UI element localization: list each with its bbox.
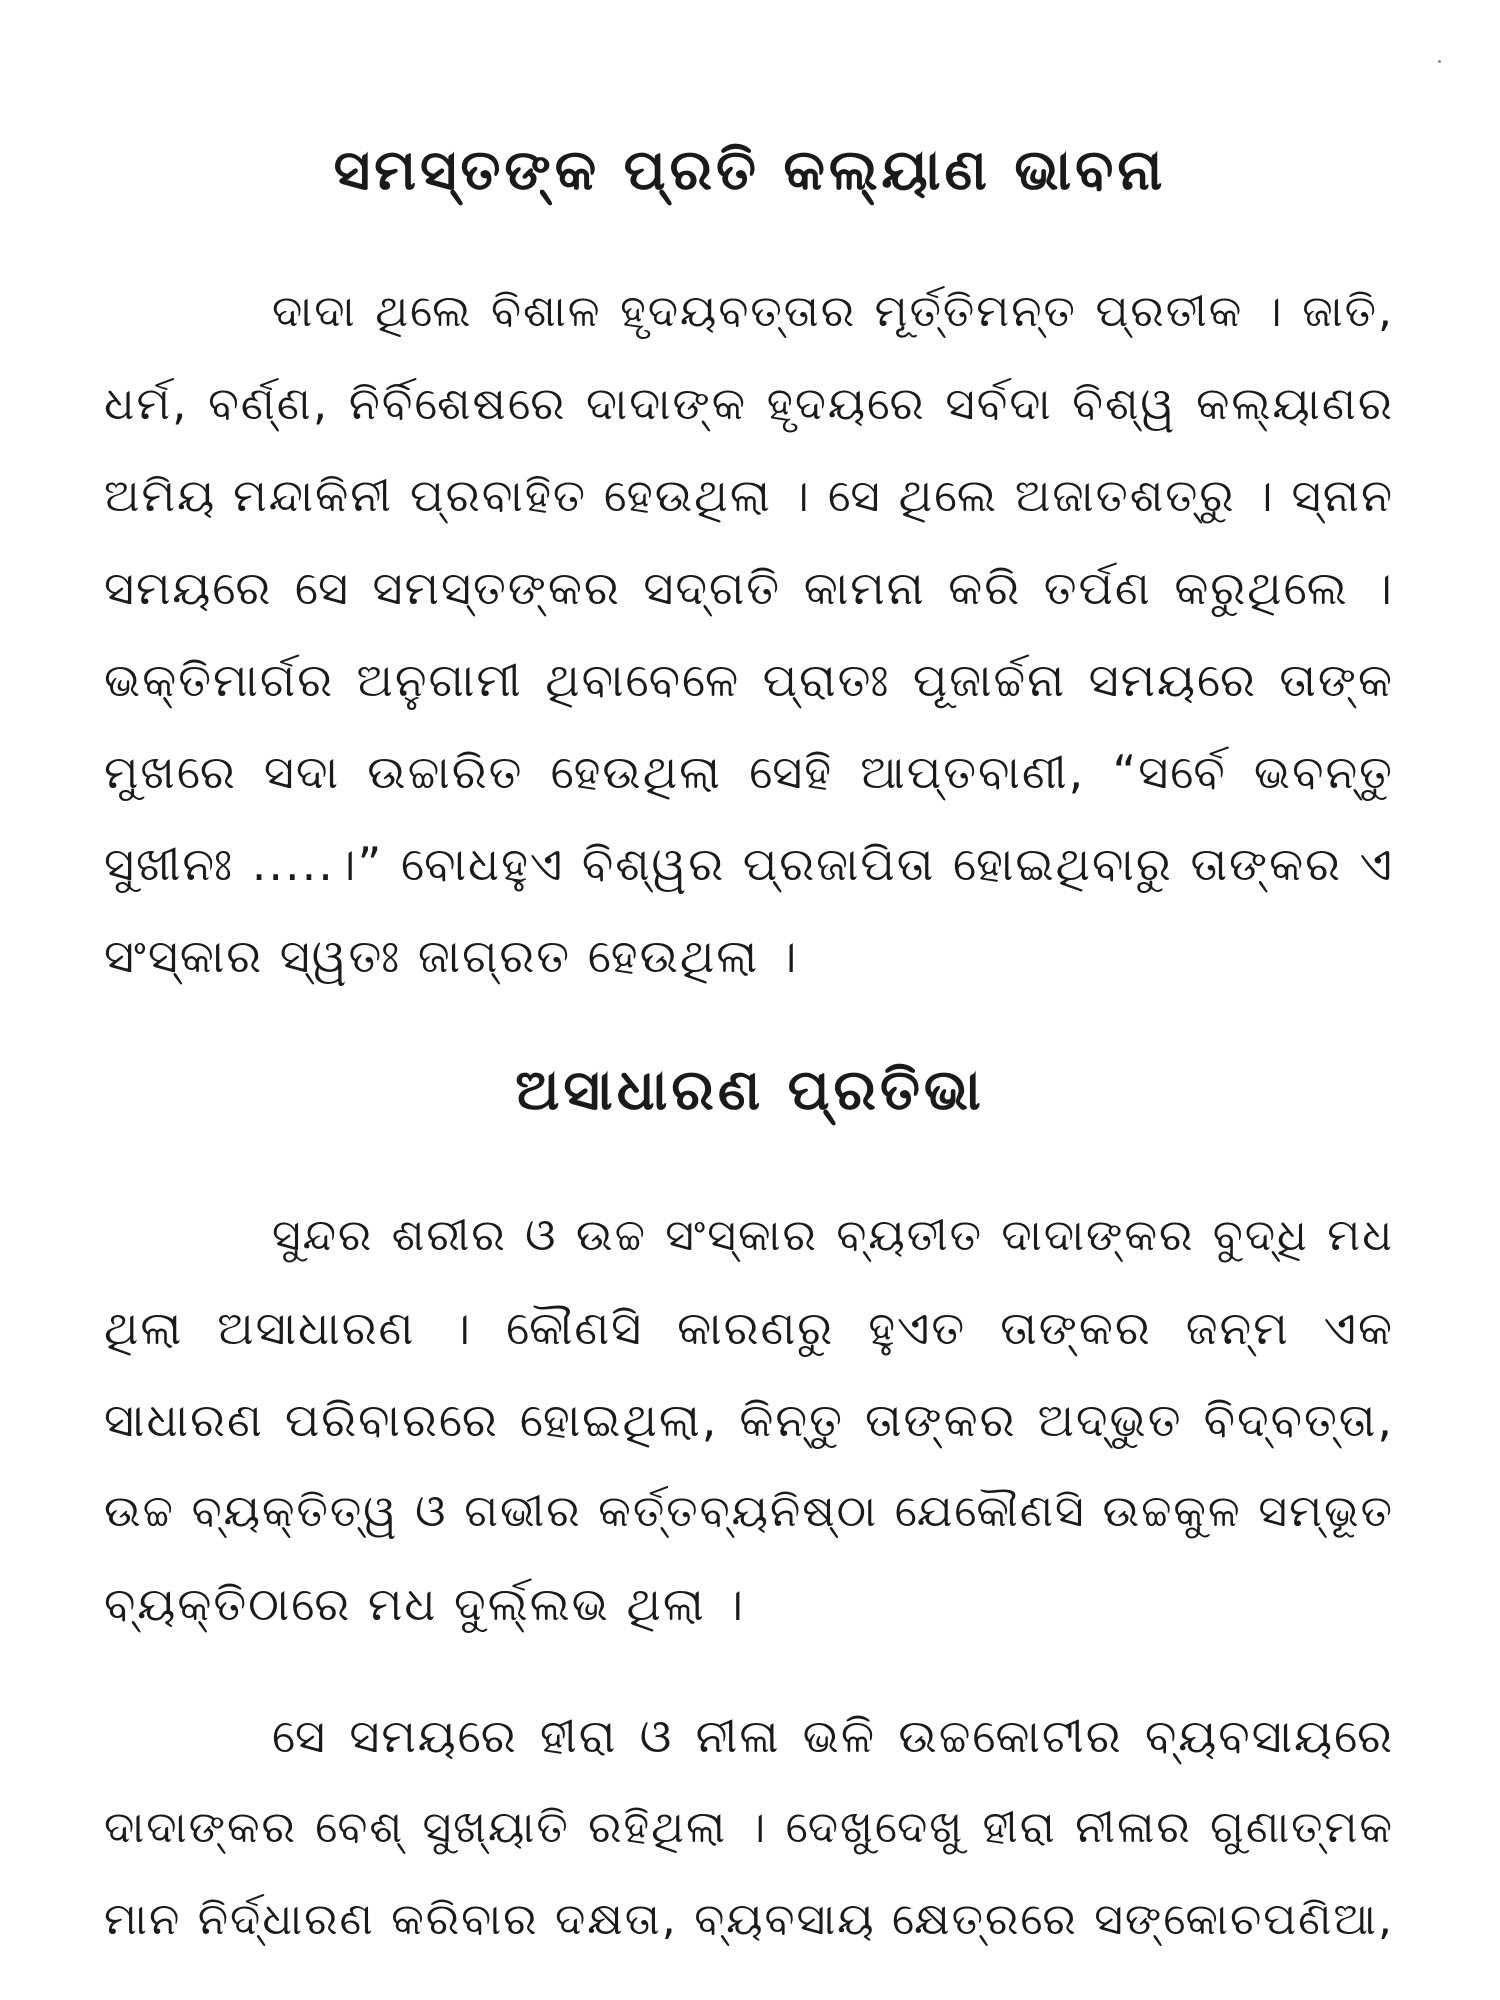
paragraph-line: ସୁନ୍ଦର ଶରୀର ଓ ଉଚ୍ଚ ସଂସ୍କାର ବ୍ୟତୀତ ଦାଦାଙ୍କର ବୁଦ୍ଧି ମଧ [272,1210,1394,1261]
paragraph-line: ଦାଦାଙ୍କର ବେଶ୍ ସୁଖ୍ୟାତି ରହିଥିଲା । ଦେଖୁଦେଖୁ ହୀରା ନୀଳାର ଗୁଣାତ୍ମକ [104,1802,1394,1853]
paragraph-line: ସାଧାରଣ ପରିବାରରେ ହୋଇଥିଲା, କିନ୍ତୁ ତାଙ୍କର ଅଦ୍ଭୁତ ବିଦ୍‌ବତ୍ତା, [104,1393,1394,1447]
paragraph-line: ବ୍ୟକ୍ତିଠାରେ ମଧ ଦୁର୍ଲ୍ଲଭ ଥିଲା । [104,1577,746,1631]
paragraph-line: ମୁଖରେ ସଦା ଉଚ୍ଚାରିତ ହେଉଥିଲା ସେହି ଆପ୍ତବାଣୀ, “ସର୍ବେ ଭବନ୍ତୁ [104,745,1394,799]
paragraph-line: ଦାଦା ଥିଲେ ବିଶାଳ ହୃଦୟବତ୍ତାର ମୂର୍ତ୍ତିମନ୍ତ ପ୍ରତୀକ । ଜାତି, [272,286,1394,337]
paragraph-line: ସୁଖୀନଃ .....।” ବୋଧହୁଏ ବିଶ୍ୱର ପ୍ରଜାପିତା ହୋଇଥିବାରୁ ତାଙ୍କର ଏ [104,837,1394,891]
paragraph-line: ସମୟରେ ସେ ସମସ୍ତଙ୍କର ସଦ୍‌ଗତି କାମନା କରି ତର୍ପଣ କରୁଥିଲେ । [104,561,1394,615]
paragraph-line: ଅମିୟ ମନ୍ଦାକିନୀ ପ୍ରବାହିତ ହେଉଥିଲା । ସେ ଥିଲେ ଅଜାତଶତ୍ରୁ । ସ୍ନାନ [104,469,1394,522]
paragraph-line: ଧର୍ମ, ବର୍ଣ୍ଣ, ନିର୍ବିଶେଷରେ ଦାଦାଙ୍କ ହୃଦୟରେ ସର୍ବଦା ବିଶ୍ୱ କଲ୍ୟାଣର [104,377,1394,430]
paragraph-line: ଉଚ୍ଚ ବ୍ୟକ୍ତିତ୍ୱ ଓ ଗଭୀର କର୍ତ୍ତବ୍ୟନିଷ୍ଠା ଯେକୌଣସି ଉଚ୍ଚକୁଳ ସମ୍ଭୂତ [104,1486,1394,1537]
paragraph-line: ଭକ୍ତିମାର୍ଗର ଅନୁଗାମୀ ଥିବାବେଳେ ପ୍ରାତଃ ପୂଜାର୍ଚ୍ଚନା ସମୟରେ ତାଙ୍କ [104,653,1394,707]
section-title-welfare: ସମସ୍ତଙ୍କ ପ୍ରତି କଲ୍ୟାଣ ଭାବନା [333,138,1167,203]
paragraph-line: ମାନ ନିର୍ଦ୍ଧାରଣ କରିବାର ଦକ୍ଷତା, ବ୍ୟବସାୟ କ୍ଷେତ୍ରରେ ସଙ୍କୋଚପଣିଆ, [104,1894,1394,1945]
paragraph-line: ଥିଲା ଅସାଧାରଣ । କୌଣସି କାରଣରୁ ହୁଏତ ତାଙ୍କର ଜନ୍ମ ଏକ [104,1301,1394,1355]
paragraph-line: ସେ ସମୟରେ ହୀରା ଓ ନୀଳା ଭଳି ଉଚ୍ଚକୋଟୀର ବ୍ୟବସାୟରେ [272,1709,1394,1763]
section-title-talent: ଅସାଧାରଣ ପ୍ରତିଭା [515,1058,985,1123]
paragraph-line: ସଂସ୍କାର ସ୍ୱତଃ ଜାଗ୍ରତ ହେଉଥିଲା । [104,929,799,983]
scan-speck [1438,60,1441,63]
